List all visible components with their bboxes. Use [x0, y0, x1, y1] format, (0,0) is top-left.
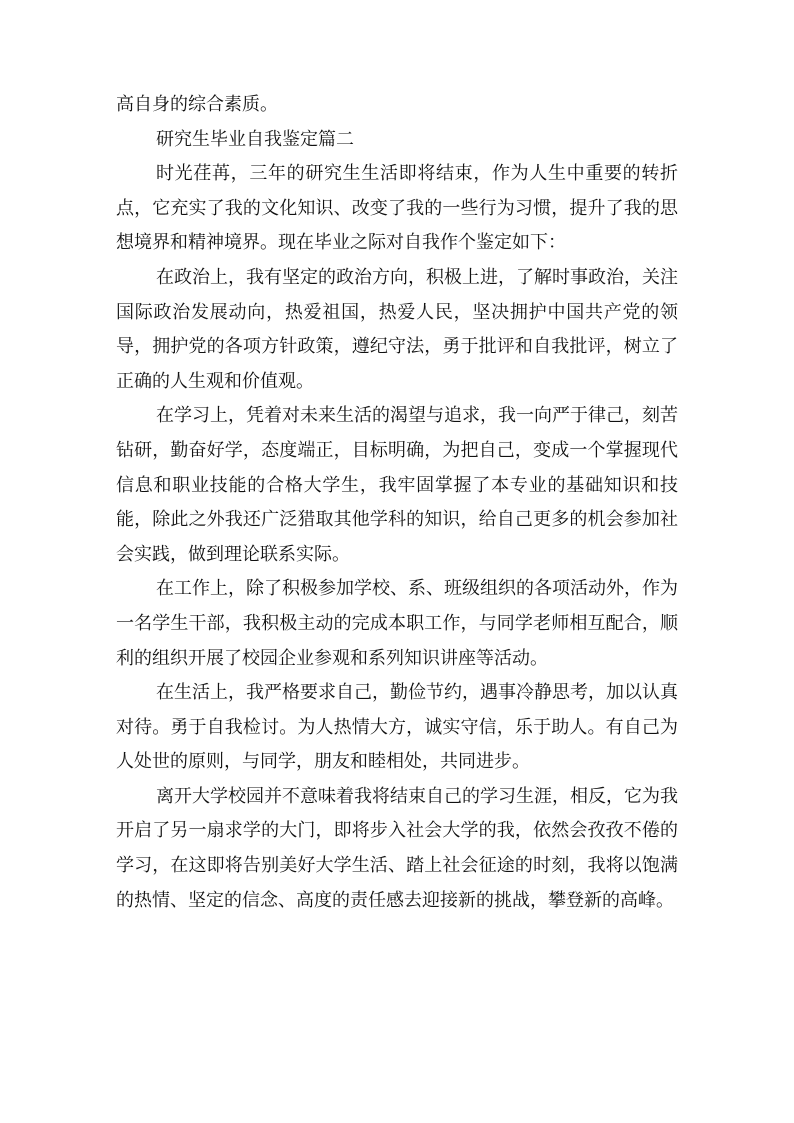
lead-fragment: 高自身的综合素质。	[116, 94, 278, 115]
paragraph-conclusion: 离开大学校园并不意味着我将结束自己的学习生涯，相反，它为我开启了另一扇求学的大门，即将步入社会大学的我，依然会孜孜不倦的学习，在这即将告别美好大学生活、踏上社会征途的时刻，我将以饱满的热情、坚定的信念、高度的责任感去迎接新的挑战，攀登新的高峰。	[116, 785, 678, 911]
paragraph-study: 在学习上，凭着对未来生活的渴望与追求，我一向严于律己，刻苦钻研，勤奋好学，态度端正，目标明确，为把自己，变成一个掌握现代信息和职业技能的合格大学生，我牢固掌握了本专业的基础知识和技能，除此之外我还广泛猎取其他学科的知识，给自己更多的机会参加社会实践，做到理论联系实际。	[116, 405, 678, 565]
paragraph-politics: 在政治上，我有坚定的政治方向，积极上进，了解时事政治，关注国际政治发展动向，热爱祖国，热爱人民，坚决拥护中国共产党的领导，拥护党的各项方针政策，遵纪守法，勇于批评和自我批评，树立了正确的人生观和价值观。	[116, 266, 678, 392]
section-title: 研究生毕业自我鉴定篇二	[156, 128, 354, 150]
paragraph-work: 在工作上，除了积极参加学校、系、班级组织的各项活动外，作为一名学生干部，我积极主动的完成本职工作，与同学老师相互配合，顺利的组织开展了校园企业参观和系列知识讲座等活动。	[116, 578, 678, 669]
paragraph-intro: 时光荏苒，三年的研究生生活即将结束，作为人生中重要的转折点，它充实了我的文化知识、改变了我的一些行为习惯，提升了我的思想境界和精神境界。现在毕业之际对自我作个鉴定如下：	[116, 163, 678, 254]
paragraph-life: 在生活上，我严格要求自己，勤俭节约，遇事冷静思考，加以认真对待。勇于自我检讨。为人热情大方，诚实守信，乐于助人。有自己为人处世的原则，与同学，朋友和睦相处，共同进步。	[116, 682, 678, 773]
document-page	[116, 88, 678, 918]
